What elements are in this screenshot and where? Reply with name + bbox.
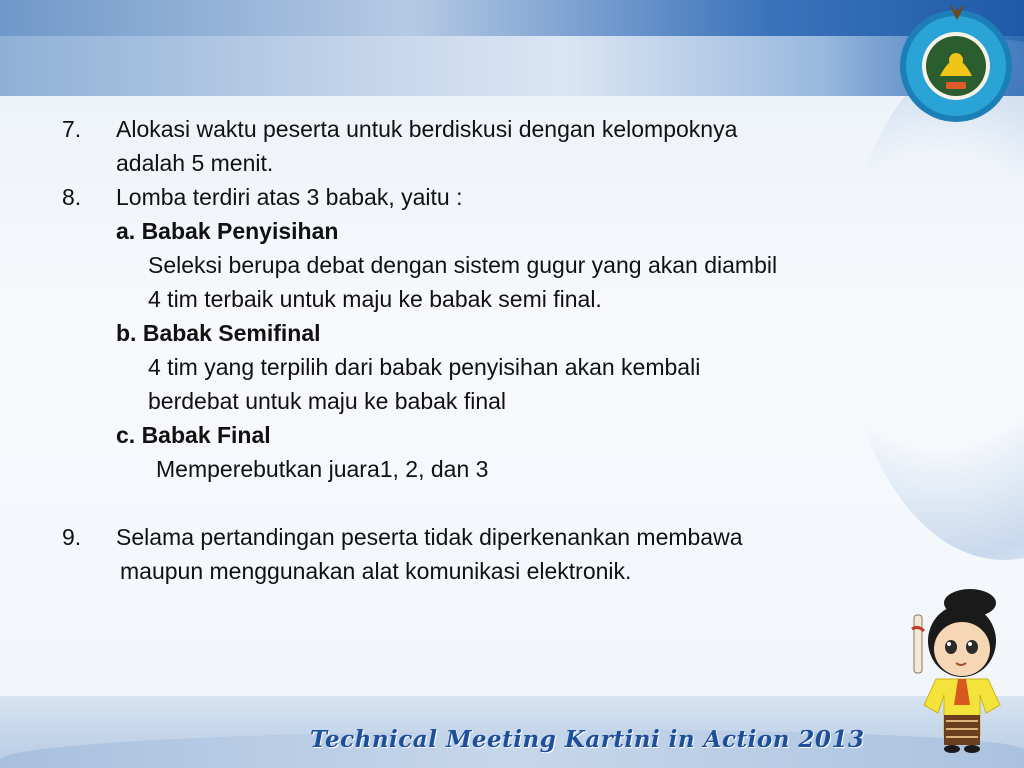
item-9-line-2: maupun menggunakan alat komunikasi elektronik. [120, 558, 632, 584]
sub-a-heading: a. Babak Penyisihan [116, 218, 339, 244]
sub-b-heading: b. Babak Semifinal [116, 320, 321, 346]
item-7-line-2: adalah 5 menit. [116, 150, 274, 176]
sub-a-line-1: Seleksi berupa debat dengan sistem gugur yang akan diambil [148, 252, 778, 278]
sub-b-line-2: berdebat untuk maju ke babak final [148, 388, 507, 414]
sub-c-line-1: Memperebutkan juara1, 2, dan 3 [156, 456, 489, 482]
footer-title: Technical Meeting Kartini in Action 2013 [310, 726, 865, 753]
item-8-line-1: Lomba terdiri atas 3 babak, yaitu : [116, 184, 463, 210]
item-7-number: 7. [62, 116, 82, 142]
item-7-line-1: Alokasi waktu peserta untuk berdiskusi dengan kelompoknya [116, 116, 738, 142]
item-8-number: 8. [62, 184, 82, 210]
sub-c-heading: c. Babak Final [116, 422, 271, 448]
item-9-number: 9. [62, 524, 82, 550]
item-9-line-1: Selama pertandingan peserta tidak diperkenankan membawa [116, 524, 743, 550]
kartini-mascot-icon [900, 585, 1024, 755]
sub-b-line-1: 4 tim yang terpilih dari babak penyisihan akan kembali [148, 354, 701, 380]
sub-a-line-2: 4 tim terbaik untuk maju ke babak semi final. [148, 286, 602, 312]
